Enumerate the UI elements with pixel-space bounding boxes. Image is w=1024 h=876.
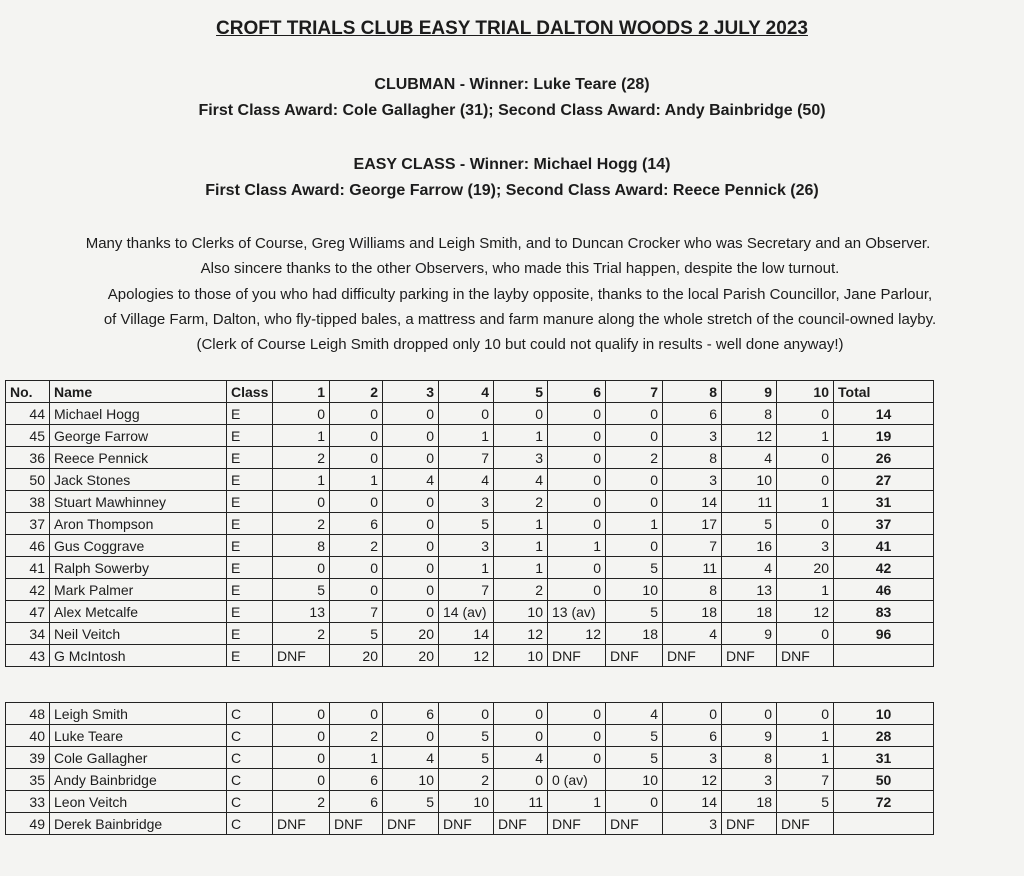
table-cell: E: [227, 579, 273, 601]
table-cell: 4: [663, 623, 722, 645]
total-cell: 19: [834, 425, 934, 447]
table-cell: E: [227, 623, 273, 645]
table-cell: 0: [777, 447, 834, 469]
table-cell: 6: [663, 403, 722, 425]
table-cell: 0: [383, 725, 439, 747]
table-cell: DNF: [330, 813, 383, 835]
table-cell: 4: [383, 469, 439, 491]
table-cell: 0: [273, 491, 330, 513]
column-header: Total: [834, 381, 934, 403]
table-cell: 0: [439, 403, 494, 425]
table-cell: 2: [273, 513, 330, 535]
note-line: Apologies to those of you who had difficulty parking in the layby opposite, thanks to the local Parish Councillor, Jane Parlour,: [107, 286, 933, 303]
table-cell: 7: [663, 535, 722, 557]
rider-name-cell: Reece Pennick: [50, 447, 227, 469]
table-row: [6, 447, 934, 469]
table-cell: 0: [273, 769, 330, 791]
table-cell: 0: [273, 403, 330, 425]
table-cell: 7: [330, 601, 383, 623]
table-cell: 3: [663, 425, 722, 447]
table-cell: 44: [6, 403, 50, 425]
table-cell: DNF: [273, 645, 330, 667]
rider-name-cell: Aron Thompson: [50, 513, 227, 535]
table-cell: 2: [273, 791, 330, 813]
table-cell: 0: [330, 557, 383, 579]
table-cell: 41: [6, 557, 50, 579]
rider-name-cell: Michael Hogg: [50, 403, 227, 425]
table-cell: 2: [494, 579, 548, 601]
rider-name-cell: Neil Veitch: [50, 623, 227, 645]
table-cell: 18: [663, 601, 722, 623]
table-cell: 0: [606, 403, 663, 425]
easy-results-table: [5, 380, 934, 667]
total-cell: 28: [834, 725, 934, 747]
table-cell: 0 (av): [548, 769, 606, 791]
column-header: 7: [606, 381, 663, 403]
total-cell: 31: [834, 747, 934, 769]
total-cell: 83: [834, 601, 934, 623]
table-cell: E: [227, 491, 273, 513]
table-cell: 0: [383, 447, 439, 469]
table-cell: 10: [383, 769, 439, 791]
table-cell: 0: [548, 579, 606, 601]
table-cell: 0: [548, 447, 606, 469]
table-cell: 8: [273, 535, 330, 557]
table-cell: 0: [273, 747, 330, 769]
table-cell: 0: [330, 579, 383, 601]
table-cell: 0: [606, 491, 663, 513]
table-cell: 0: [663, 703, 722, 725]
table-cell: 1: [548, 535, 606, 557]
table-cell: 0: [273, 557, 330, 579]
table-cell: E: [227, 469, 273, 491]
table-cell: 7: [777, 769, 834, 791]
rider-name-cell: Gus Coggrave: [50, 535, 227, 557]
table-cell: E: [227, 425, 273, 447]
table-cell: 1: [330, 747, 383, 769]
column-header: 6: [548, 381, 606, 403]
table-cell: 4: [383, 747, 439, 769]
table-cell: 5: [606, 601, 663, 623]
table-row: [6, 645, 934, 667]
table-cell: 39: [6, 747, 50, 769]
rider-name-cell: Leon Veitch: [50, 791, 227, 813]
table-cell: 10: [494, 601, 548, 623]
table-cell: 3: [663, 747, 722, 769]
table-cell: 0: [777, 623, 834, 645]
table-cell: 0: [383, 579, 439, 601]
table-cell: 14: [439, 623, 494, 645]
table-cell: 1: [330, 469, 383, 491]
rider-name-cell: Derek Bainbridge: [50, 813, 227, 835]
table-header-row: [6, 381, 934, 403]
table-cell: E: [227, 403, 273, 425]
rider-name-cell: George Farrow: [50, 425, 227, 447]
rider-name-cell: Stuart Mawhinney: [50, 491, 227, 513]
table-cell: 35: [6, 769, 50, 791]
table-cell: 20: [777, 557, 834, 579]
table-cell: 12: [439, 645, 494, 667]
table-row: [6, 579, 934, 601]
total-cell: 26: [834, 447, 934, 469]
note-line: Also sincere thanks to the other Observers, who made this Trial happen, despite the low turnout.: [200, 260, 840, 277]
table-cell: 12: [722, 425, 777, 447]
table-cell: 0: [777, 403, 834, 425]
rider-name-cell: Leigh Smith: [50, 703, 227, 725]
table-row: [6, 469, 934, 491]
table-cell: 0: [606, 469, 663, 491]
total-cell: 50: [834, 769, 934, 791]
total-cell: 14: [834, 403, 934, 425]
table-cell: 20: [383, 623, 439, 645]
table-cell: 0: [548, 425, 606, 447]
table-cell: 2: [273, 623, 330, 645]
table-cell: 5: [439, 513, 494, 535]
column-header: 5: [494, 381, 548, 403]
table-cell: 9: [722, 725, 777, 747]
table-cell: 11: [722, 491, 777, 513]
clubman-awards: First Class Award: Cole Gallagher (31); Second Class Award: Andy Bainbridge (50): [198, 102, 826, 119]
table-cell: 5: [722, 513, 777, 535]
rider-name-cell: Cole Gallagher: [50, 747, 227, 769]
table-cell: 0: [330, 425, 383, 447]
table-cell: 0: [548, 725, 606, 747]
table-cell: 43: [6, 645, 50, 667]
table-row: [6, 769, 934, 791]
table-cell: 2: [330, 725, 383, 747]
table-cell: 0: [777, 703, 834, 725]
table-cell: 0: [777, 513, 834, 535]
table-cell: 1: [777, 747, 834, 769]
table-cell: 20: [330, 645, 383, 667]
table-cell: 48: [6, 703, 50, 725]
table-cell: 5: [606, 725, 663, 747]
table-cell: 1: [273, 469, 330, 491]
table-cell: 18: [606, 623, 663, 645]
page-title: CROFT TRIALS CLUB EASY TRIAL DALTON WOODS 2 JULY 2023: [216, 18, 808, 39]
table-cell: DNF: [722, 813, 777, 835]
rider-name-cell: Alex Metcalfe: [50, 601, 227, 623]
table-cell: 33: [6, 791, 50, 813]
table-cell: 10: [722, 469, 777, 491]
easy-awards: First Class Award: George Farrow (19); Second Class Award: Reece Pennick (26): [205, 182, 819, 199]
table-cell: 5: [777, 791, 834, 813]
table-cell: 10: [494, 645, 548, 667]
rider-name-cell: Mark Palmer: [50, 579, 227, 601]
table-cell: E: [227, 645, 273, 667]
note-line: Many thanks to Clerks of Course, Greg Williams and Leigh Smith, and to Duncan Crocker who was Secretary and an Observer.: [85, 235, 931, 252]
table-row: [6, 601, 934, 623]
note-line: (Clerk of Course Leigh Smith dropped only 10 but could not qualify in results - well done anyway!): [196, 336, 844, 353]
table-cell: 4: [439, 469, 494, 491]
table-cell: 0: [494, 703, 548, 725]
table-cell: 40: [6, 725, 50, 747]
table-cell: 16: [722, 535, 777, 557]
table-cell: DNF: [777, 645, 834, 667]
table-cell: 1: [777, 579, 834, 601]
table-cell: 14 (av): [439, 601, 494, 623]
table-cell: DNF: [494, 813, 548, 835]
table-cell: 47: [6, 601, 50, 623]
table-cell: E: [227, 557, 273, 579]
table-cell: 1: [494, 425, 548, 447]
table-cell: 20: [383, 645, 439, 667]
total-cell: 10: [834, 703, 934, 725]
table-cell: 0: [273, 703, 330, 725]
table-cell: DNF: [663, 645, 722, 667]
rider-name-cell: Andy Bainbridge: [50, 769, 227, 791]
table-row: [6, 703, 934, 725]
table-cell: 45: [6, 425, 50, 447]
table-cell: 0: [330, 491, 383, 513]
table-cell: 5: [439, 725, 494, 747]
table-cell: 0: [383, 425, 439, 447]
table-cell: 2: [330, 535, 383, 557]
table-cell: 0: [383, 403, 439, 425]
table-row: [6, 747, 934, 769]
table-cell: E: [227, 447, 273, 469]
table-cell: 5: [606, 747, 663, 769]
table-cell: 11: [663, 557, 722, 579]
table-cell: 6: [663, 725, 722, 747]
table-cell: 1: [494, 513, 548, 535]
table-cell: 4: [722, 557, 777, 579]
table-cell: 0: [548, 703, 606, 725]
table-cell: 2: [439, 769, 494, 791]
table-cell: 3: [439, 491, 494, 513]
total-cell: [834, 645, 934, 667]
table-cell: 0: [606, 425, 663, 447]
table-cell: 1: [777, 491, 834, 513]
table-cell: 7: [439, 579, 494, 601]
table-cell: E: [227, 513, 273, 535]
table-cell: 3: [777, 535, 834, 557]
table-cell: 17: [663, 513, 722, 535]
table-cell: DNF: [439, 813, 494, 835]
table-cell: 12: [663, 769, 722, 791]
table-cell: 0: [330, 403, 383, 425]
table-cell: 14: [663, 791, 722, 813]
table-cell: 4: [494, 747, 548, 769]
table-row: [6, 791, 934, 813]
column-header: 10: [777, 381, 834, 403]
table-cell: 6: [330, 769, 383, 791]
table-cell: 4: [494, 469, 548, 491]
total-cell: 96: [834, 623, 934, 645]
table-cell: 0: [383, 513, 439, 535]
total-cell: 37: [834, 513, 934, 535]
table-cell: 1: [777, 725, 834, 747]
table-cell: 36: [6, 447, 50, 469]
table-cell: 0: [383, 491, 439, 513]
table-cell: 18: [722, 601, 777, 623]
table-cell: 5: [273, 579, 330, 601]
table-cell: 0: [273, 725, 330, 747]
table-cell: 49: [6, 813, 50, 835]
table-cell: 0: [330, 447, 383, 469]
table-row: [6, 535, 934, 557]
table-cell: 3: [494, 447, 548, 469]
table-cell: 0: [777, 469, 834, 491]
table-cell: 12: [777, 601, 834, 623]
table-cell: 5: [383, 791, 439, 813]
table-cell: DNF: [548, 813, 606, 835]
table-cell: 13: [722, 579, 777, 601]
table-cell: 46: [6, 535, 50, 557]
table-cell: 14: [663, 491, 722, 513]
table-cell: 34: [6, 623, 50, 645]
table-cell: 0: [383, 535, 439, 557]
column-header: 4: [439, 381, 494, 403]
table-cell: 5: [606, 557, 663, 579]
table-cell: E: [227, 601, 273, 623]
table-cell: 38: [6, 491, 50, 513]
table-cell: C: [227, 791, 273, 813]
table-cell: 8: [722, 403, 777, 425]
table-cell: 5: [330, 623, 383, 645]
total-cell: 31: [834, 491, 934, 513]
table-cell: 3: [439, 535, 494, 557]
table-cell: DNF: [606, 645, 663, 667]
table-cell: 13: [273, 601, 330, 623]
table-row: [6, 425, 934, 447]
column-header: Name: [50, 381, 227, 403]
table-row: [6, 557, 934, 579]
table-cell: 0: [548, 513, 606, 535]
table-cell: 1: [273, 425, 330, 447]
rider-name-cell: Ralph Sowerby: [50, 557, 227, 579]
column-header: 8: [663, 381, 722, 403]
table-cell: 18: [722, 791, 777, 813]
table-cell: C: [227, 725, 273, 747]
table-row: [6, 403, 934, 425]
table-cell: 2: [273, 447, 330, 469]
table-cell: 0: [606, 535, 663, 557]
table-cell: 4: [722, 447, 777, 469]
total-cell: [834, 813, 934, 835]
table-cell: 0: [548, 747, 606, 769]
total-cell: 42: [834, 557, 934, 579]
table-cell: 6: [383, 703, 439, 725]
table-cell: 4: [606, 703, 663, 725]
table-cell: 0: [548, 403, 606, 425]
table-cell: 0: [494, 769, 548, 791]
table-cell: 5: [439, 747, 494, 769]
total-cell: 72: [834, 791, 934, 813]
table-cell: C: [227, 813, 273, 835]
table-cell: 8: [663, 579, 722, 601]
table-cell: 3: [663, 813, 722, 835]
table-cell: 1: [439, 557, 494, 579]
table-cell: 42: [6, 579, 50, 601]
table-cell: 1: [439, 425, 494, 447]
table-cell: DNF: [777, 813, 834, 835]
table-cell: 0: [330, 703, 383, 725]
table-cell: 0: [606, 791, 663, 813]
total-cell: 27: [834, 469, 934, 491]
table-cell: 10: [606, 769, 663, 791]
table-cell: 0: [548, 469, 606, 491]
table-cell: 1: [777, 425, 834, 447]
table-cell: 10: [439, 791, 494, 813]
rider-name-cell: Jack Stones: [50, 469, 227, 491]
table-cell: 0: [548, 557, 606, 579]
note-line: of Village Farm, Dalton, who fly-tipped bales, a mattress and farm manure along the whole stretch of the council-owned layby.: [103, 311, 937, 328]
table-cell: 13 (av): [548, 601, 606, 623]
table-row: [6, 725, 934, 747]
table-cell: 1: [606, 513, 663, 535]
table-cell: 37: [6, 513, 50, 535]
table-cell: 1: [548, 791, 606, 813]
table-cell: E: [227, 535, 273, 557]
table-cell: 1: [494, 557, 548, 579]
easy-winner: EASY CLASS - Winner: Michael Hogg (14): [353, 156, 671, 173]
table-cell: 8: [722, 747, 777, 769]
table-cell: 12: [494, 623, 548, 645]
rider-name-cell: Luke Teare: [50, 725, 227, 747]
clubman-results-table: [5, 702, 934, 835]
table-cell: C: [227, 703, 273, 725]
table-cell: 0: [548, 491, 606, 513]
column-header: 1: [273, 381, 330, 403]
rider-name-cell: G McIntosh: [50, 645, 227, 667]
table-cell: 12: [548, 623, 606, 645]
table-cell: 3: [722, 769, 777, 791]
column-header: No.: [6, 381, 50, 403]
table-cell: 0: [494, 403, 548, 425]
clubman-winner: CLUBMAN - Winner: Luke Teare (28): [374, 76, 650, 93]
table-cell: 2: [494, 491, 548, 513]
table-row: [6, 513, 934, 535]
table-cell: 0: [383, 557, 439, 579]
table-cell: DNF: [273, 813, 330, 835]
table-row: [6, 491, 934, 513]
column-header: 9: [722, 381, 777, 403]
table-cell: 11: [494, 791, 548, 813]
table-cell: 7: [439, 447, 494, 469]
column-header: 3: [383, 381, 439, 403]
table-row: [6, 623, 934, 645]
table-cell: 50: [6, 469, 50, 491]
table-cell: 6: [330, 513, 383, 535]
table-row: [6, 813, 934, 835]
table-cell: C: [227, 747, 273, 769]
table-cell: 0: [383, 601, 439, 623]
table-cell: DNF: [548, 645, 606, 667]
table-cell: DNF: [722, 645, 777, 667]
table-cell: 1: [494, 535, 548, 557]
table-cell: 0: [494, 725, 548, 747]
table-cell: 0: [722, 703, 777, 725]
total-cell: 46: [834, 579, 934, 601]
table-cell: 10: [606, 579, 663, 601]
table-cell: 3: [663, 469, 722, 491]
table-cell: DNF: [383, 813, 439, 835]
column-header: Class: [227, 381, 273, 403]
table-cell: 9: [722, 623, 777, 645]
table-cell: C: [227, 769, 273, 791]
column-header: 2: [330, 381, 383, 403]
table-cell: 8: [663, 447, 722, 469]
table-cell: 2: [606, 447, 663, 469]
table-cell: 0: [439, 703, 494, 725]
table-cell: 6: [330, 791, 383, 813]
table-cell: DNF: [606, 813, 663, 835]
total-cell: 41: [834, 535, 934, 557]
